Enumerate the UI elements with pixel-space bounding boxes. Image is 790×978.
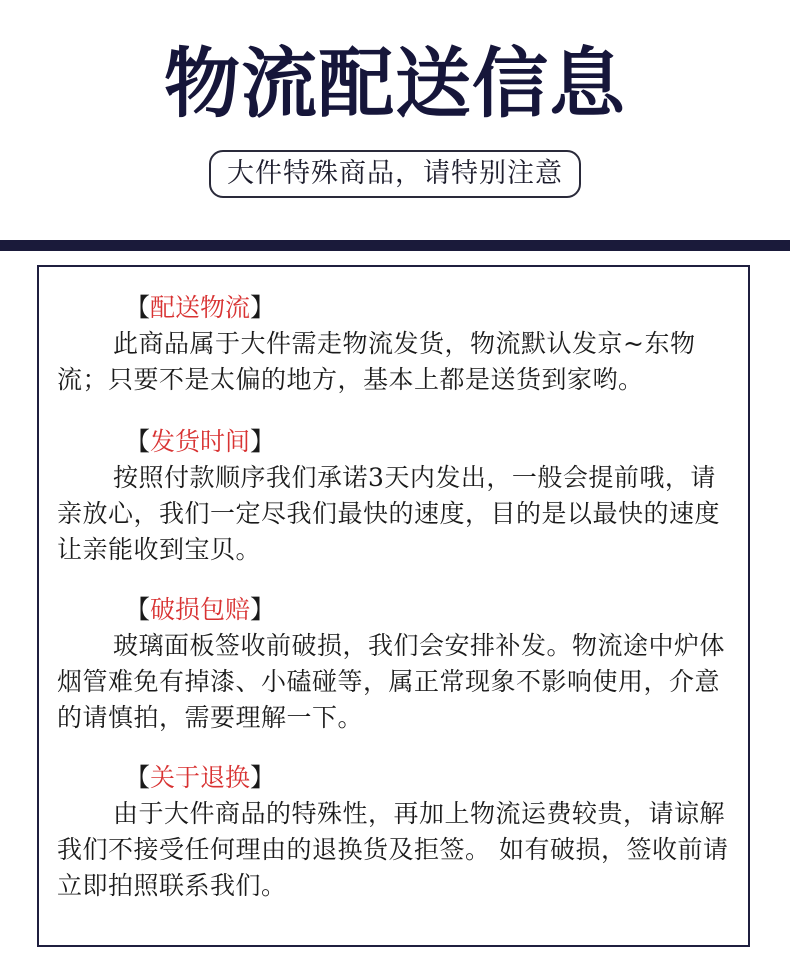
- subtitle-badge: 大件特殊商品，请特别注意: [209, 150, 581, 198]
- section-body: 按照付款顺序我们承诺3天内发出，一般会提前哦，请亲放心，我们一定尽我们最快的速度，目的是以最快的速度让亲能收到宝贝。: [57, 463, 721, 564]
- section-heading-text: 配送物流: [150, 293, 251, 322]
- section-damage-compensation: [57, 592, 737, 736]
- section-shipping-time: [57, 424, 737, 568]
- subtitle-container: [0, 150, 790, 198]
- header-divider: [0, 240, 790, 251]
- section-body: 此商品属于大件需走物流发货，物流默认发京~东物流；只要不是太偏的地方，基本上都是送货到家哟。: [57, 329, 696, 394]
- page-title: 物流配送信息: [164, 39, 626, 128]
- section-body: 由于大件商品的特殊性，再加上物流运费较贵，请谅解我们不接受任何理由的退换货及拒签。 如有破损，签收前请立即拍照联系我们。: [57, 799, 729, 900]
- section-heading-text: 破损包赔: [150, 595, 251, 624]
- section-returns: [57, 760, 737, 904]
- section-heading: 【发货时间】: [125, 427, 276, 456]
- section-heading: 【破损包赔】: [125, 595, 276, 624]
- section-heading: 【配送物流】: [125, 293, 276, 322]
- section-heading-text: 发货时间: [150, 427, 251, 456]
- section-delivery: [57, 290, 737, 398]
- section-heading-text: 关于退换: [150, 763, 251, 792]
- info-panel: [37, 265, 750, 947]
- section-heading: 【关于退换】: [125, 763, 276, 792]
- section-body: 玻璃面板签收前破损，我们会安排补发。物流途中炉体烟管难免有掉漆、小磕碰等，属正常现象不影响使用，介意的请慎拍，需要理解一下。: [57, 631, 726, 732]
